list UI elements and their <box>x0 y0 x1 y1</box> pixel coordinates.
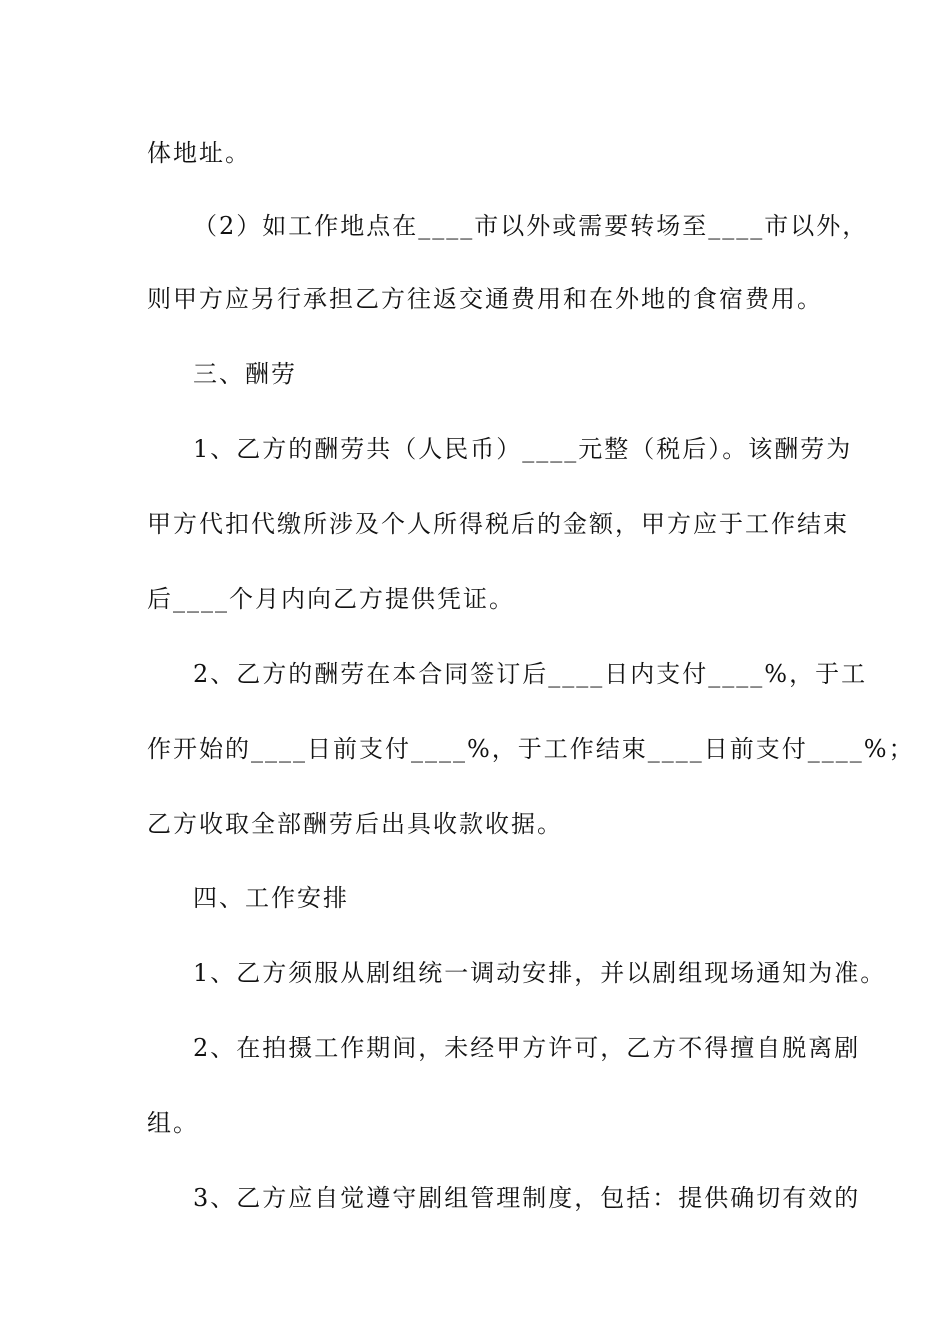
text-line-5: 1、乙方的酬劳共（人民币）____元整（税后）。该酬劳为 <box>193 435 853 463</box>
text-line-12: 1、乙方须服从剧组统一调动安排，并以剧组现场通知为准。 <box>193 959 887 987</box>
text-line-10: 乙方收取全部酬劳后出具收款收据。 <box>147 810 563 838</box>
text-line-15: 3、乙方应自觉遵守剧组管理制度，包括：提供确切有效的 <box>193 1184 861 1212</box>
text-line-8: 2、乙方的酬劳在本合同签订后____日内支付____%，于工 <box>193 660 868 688</box>
section-heading-4: 四、工作安排 <box>193 884 349 912</box>
text-line-6: 甲方代扣代缴所涉及个人所得税后的金额，甲方应于工作结束 <box>147 510 849 538</box>
text-line-7: 后____个月内向乙方提供凭证。 <box>147 585 515 613</box>
section-heading-3: 三、酬劳 <box>193 360 297 388</box>
text-line-14: 组。 <box>147 1109 199 1137</box>
text-line-9: 作开始的____日前支付____%，于工作结束____日前支付____%； <box>147 735 915 763</box>
text-line-3: 则甲方应另行承担乙方往返交通费用和在外地的食宿费用。 <box>147 285 823 313</box>
text-line-1: 体地址。 <box>147 139 251 167</box>
text-line-13: 2、在拍摄工作期间，未经甲方许可，乙方不得擅自脱离剧 <box>193 1034 861 1062</box>
text-line-2: （2）如工作地点在____市以外或需要转场至____市以外， <box>193 212 869 240</box>
